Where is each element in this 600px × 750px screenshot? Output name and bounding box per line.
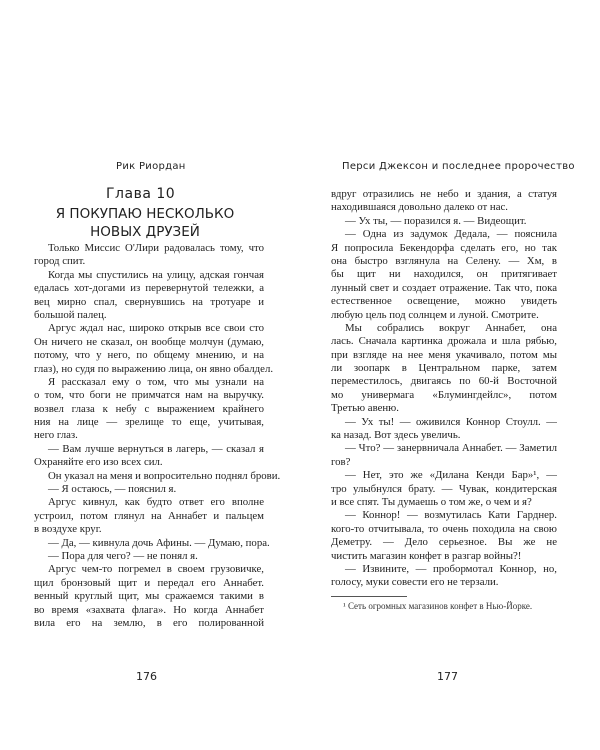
text-line: щил бронзовый щит и передал его Аннабет. xyxy=(34,576,264,589)
body-text-left xyxy=(34,242,281,630)
text-line: бы щит ни находился, он притягивает xyxy=(331,268,557,281)
text-line: город спит. xyxy=(34,255,86,268)
body-text-right xyxy=(331,188,557,590)
footnote-rule xyxy=(331,596,407,597)
text-line: тро улыбнулся брату. — Чувак, кондитерская xyxy=(331,482,557,495)
text-line: Деметру. — Дело серьезное. Вы же не xyxy=(331,536,557,549)
text-line: — Одна из задумок Дедала, — пояснила xyxy=(345,228,557,241)
text-line: переместилось, двигаясь по 60-й Восточной xyxy=(331,375,557,388)
chapter-title-line: Я ПОКУПАЮ НЕСКОЛЬКО xyxy=(55,206,235,222)
text-line: Аргус ждал нас, широко открыв все свои сто xyxy=(48,322,264,335)
text-line: Я попросила Бекендорфа сделать его, но так xyxy=(331,241,557,254)
text-line: Он ничего не сказал, он вообще молчун (думаю, xyxy=(34,335,264,348)
text-line: вила его на землю, в его полированной xyxy=(34,616,264,629)
text-line: — Ух ты! — оживился Коннор Стоулл. — xyxy=(345,415,557,428)
page-number-left: 176 xyxy=(136,670,157,683)
text-line: при взгляде на нее меня укачивало, потом мы xyxy=(331,348,557,361)
text-line: едалась хот-догами из перевернутой тележки, а xyxy=(34,282,264,295)
text-line: в воздухе круг. xyxy=(34,523,102,536)
chapter-title xyxy=(40,206,250,241)
text-line: гов? xyxy=(331,455,351,468)
text-line: — Нет, это же «Дилана Кенди Бар»¹, — xyxy=(345,469,557,482)
chapter-number: Глава 10 xyxy=(106,186,176,202)
page-number-right: 177 xyxy=(437,670,458,683)
text-line: естественное освещение, можно увидеть xyxy=(331,295,557,308)
text-line: — Я остаюсь, — пояснил я. xyxy=(48,483,177,496)
text-line: Аргус кивнул, как будто ответ его вполне xyxy=(48,496,264,509)
chapter-title-line: НОВЫХ ДРУЗЕЙ xyxy=(90,223,200,240)
running-header-left: Рик Риордан xyxy=(116,161,186,172)
text-line: венный круглый щит, мы сражаемся такими в xyxy=(34,590,264,603)
text-line: кого-то отчитывала, то очень походила на свою xyxy=(331,522,557,535)
text-line: него глаз. xyxy=(34,429,78,442)
text-line: и все спят. Ты думаешь о том же, о чем и я? xyxy=(331,495,532,508)
text-line: — Ух ты, — поразился я. — Видеощит. xyxy=(345,214,527,227)
text-line: Аргус чем-то погремел в своем грузовичке, xyxy=(48,563,264,576)
text-line: — Что? — занервничала Аннабет. — Заметил xyxy=(345,442,557,455)
text-line: ли зоопарк в Центральном парке, затем xyxy=(331,362,557,375)
text-line: чистить магазин конфет в разгар войны?! xyxy=(331,549,522,562)
text-line: Когда мы спустились на улицу, адская гончая xyxy=(48,268,264,281)
text-line: — Вам лучше вернуться в лагерь, — сказал я xyxy=(48,442,264,455)
text-line: — Да, — кивнула дочь Афины. — Думаю, пора. xyxy=(48,536,270,549)
text-line: Только Миссис О'Лири радовалась тому, что xyxy=(48,242,264,254)
text-line: лунный свет и создает отражение. Так что, пока xyxy=(331,281,557,294)
text-line: о том, что боги не примчатся нам на выручку. xyxy=(34,389,264,402)
running-header-right: Перси Джексон и последнее пророчество xyxy=(342,161,575,172)
text-line: Мы собрались вокруг Аннабет, она xyxy=(345,321,557,334)
text-line: ка назад. Вот здесь увеличь. xyxy=(331,429,461,442)
text-line: во время «захвата флага». Но когда Аннабет xyxy=(34,603,264,616)
text-line: находившаяся довольно далеко от нас. xyxy=(331,201,508,214)
text-line: ния на лице — зрелище то еще, учитывая, xyxy=(34,416,264,429)
text-line: — Извините, — пробормотал Коннор, но, xyxy=(345,562,557,575)
text-line: мо универмага «Блумингдейлс», потом xyxy=(331,388,557,401)
text-line: голосу, муки совести его не терзали. xyxy=(331,576,499,589)
text-line: Я рассказал ему о том, что мы узнали на xyxy=(48,375,264,388)
footnote: ¹ Сеть огромных магазинов конфет в Нью-Йорке. xyxy=(343,601,533,611)
text-line: устроил, потом глянул на Аннабет и пальцем xyxy=(34,509,264,522)
text-line: глаз), но судя по выражению лица, он явно обалдел. xyxy=(34,362,274,375)
text-line: она быстро взглянула на Селену. — Хм, в xyxy=(331,254,557,267)
text-line: потому, что у него, по общему мнению, и на xyxy=(34,349,264,362)
text-line: — Пора для чего? — не понял я. xyxy=(48,549,198,562)
text-line: вдруг отразились не небо и здания, а статуя xyxy=(331,188,557,200)
text-line: большой палец. xyxy=(34,308,107,321)
text-line: Охраняйте его изо всех сил. xyxy=(34,456,163,469)
text-line: — Коннор! — возмутилась Кати Гарднер. xyxy=(345,509,557,522)
text-line: любую цель под солнцем и луной. Смотрите. xyxy=(331,308,539,321)
text-line: возвел глаза к небу с выражением крайнего xyxy=(34,402,264,415)
text-line: вец мирно спал, свернувшись на тротуаре и xyxy=(34,295,264,308)
text-line: лась. Сначала картинка дрожала и шла рябью, xyxy=(331,335,557,348)
text-line: Он указал на меня и вопросительно поднял брови. xyxy=(48,469,281,482)
text-line: Третью авеню. xyxy=(331,402,399,415)
